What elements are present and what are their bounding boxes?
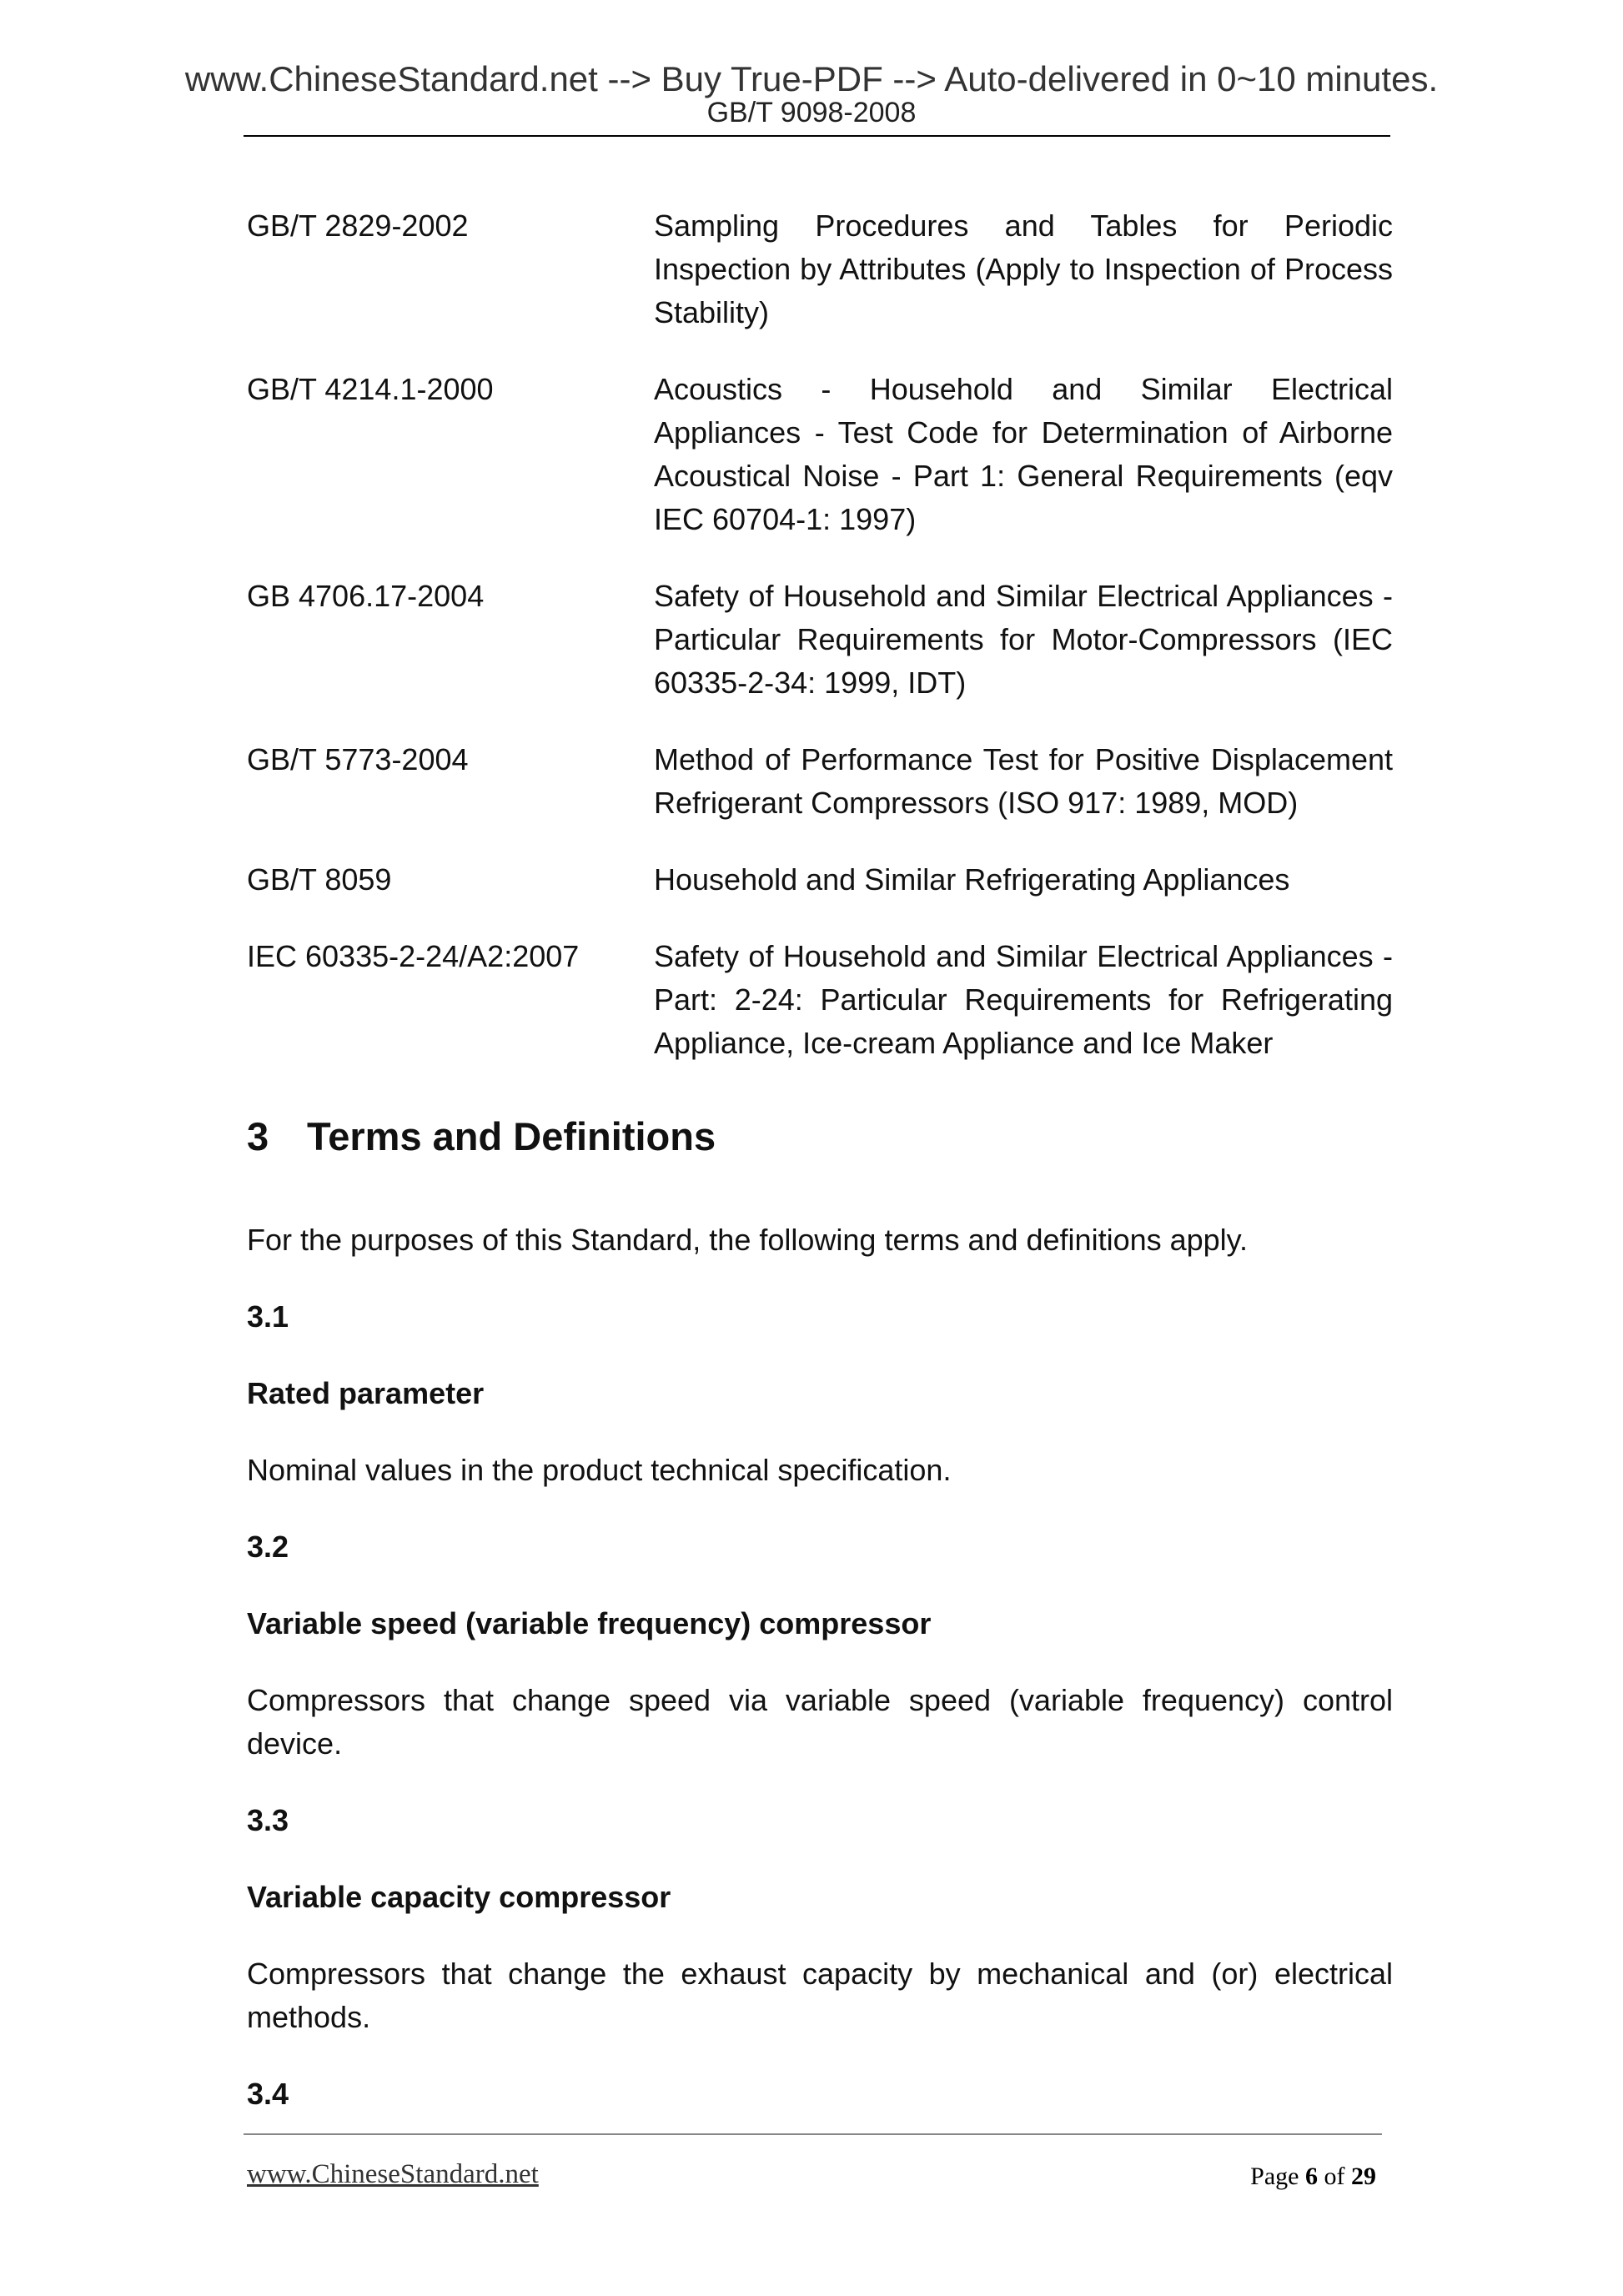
clause-number: 3.1: [247, 1299, 289, 1334]
term-definition: Compressors that change the exhaust capacity by mechanical and (or) electrical methods.: [247, 1957, 1393, 2034]
reference-entry: [247, 368, 1393, 541]
reference-code: GB/T 4214.1-2000: [247, 372, 494, 406]
clause-number: 3.4: [247, 2077, 289, 2111]
section-intro: For the purposes of this Standard, the following terms and definitions apply.: [247, 1223, 1249, 1257]
term-definition: Nominal values in the product technical specification.: [247, 1453, 952, 1487]
running-header-standard-id: GB/T 9098-2008: [706, 97, 917, 128]
page-of-label: of: [1324, 2163, 1345, 2190]
page-number: [1250, 2162, 1376, 2192]
reference-title: Household and Similar Refrigerating Appliances: [654, 862, 1290, 897]
page-current: 6: [1305, 2163, 1318, 2190]
reference-code: GB/T 2829-2002: [247, 208, 469, 243]
term-definition: Compressors that change speed via variable speed (variable frequency) control device.: [247, 1683, 1393, 1761]
term-heading: Variable speed (variable frequency) compressor: [247, 1606, 932, 1640]
page-label: Page: [1250, 2163, 1299, 2190]
header-rule: [244, 135, 1390, 137]
reference-title: Safety of Household and Similar Electrical Appliances - Part: 2-24: Particular Requirements for Refrigerating Appliance, Ice-cream Appliance and Ice Maker: [654, 939, 1393, 1060]
reference-title: Method of Performance Test for Positive Displacement Refrigerant Compressors (ISO 917: 1989, MOD): [654, 742, 1393, 820]
reference-code: GB/T 5773-2004: [247, 742, 469, 776]
reference-title: Sampling Procedures and Tables for Periodic Inspection by Attributes (Apply to Inspection of Process Stability): [654, 208, 1393, 329]
footer-site-link[interactable]: www.ChineseStandard.net: [247, 2159, 539, 2189]
footer-rule: [244, 2133, 1382, 2135]
clause-number: 3.3: [247, 1803, 289, 1837]
reference-title: Acoustics - Household and Similar Electrical Appliances - Test Code for Determination of Airborne Acoustical Noise - Part 1: General Requirements (eqv IEC 60704-1: 1997): [654, 372, 1393, 536]
normative-references-list: [247, 204, 1393, 1098]
reference-entry: [247, 858, 1393, 902]
reference-entry: [247, 204, 1393, 334]
reference-code: IEC 60335-2-24/A2:2007: [247, 939, 580, 973]
reference-entry: [247, 575, 1393, 705]
section-number: 3: [247, 1114, 269, 1158]
section-heading: [247, 1113, 716, 1160]
promo-banner[interactable]: www.ChineseStandard.net --> Buy True-PDF --> Auto-delivered in 0~10 minutes.: [184, 59, 1439, 98]
term-heading: Rated parameter: [247, 1376, 485, 1410]
term-heading: Variable capacity compressor: [247, 1880, 671, 1914]
reference-entry: [247, 935, 1393, 1065]
reference-code: GB/T 8059: [247, 862, 392, 897]
page-total: 29: [1351, 2163, 1376, 2190]
reference-code: GB 4706.17-2004: [247, 579, 485, 613]
clause-number: 3.2: [247, 1530, 289, 1564]
reference-entry: [247, 738, 1393, 825]
section-title: Terms and Definitions: [307, 1114, 716, 1158]
reference-title: Safety of Household and Similar Electrical Appliances - Particular Requirements for Motor-Compressors (IEC 60335-2-34: 1999, IDT): [654, 579, 1393, 700]
